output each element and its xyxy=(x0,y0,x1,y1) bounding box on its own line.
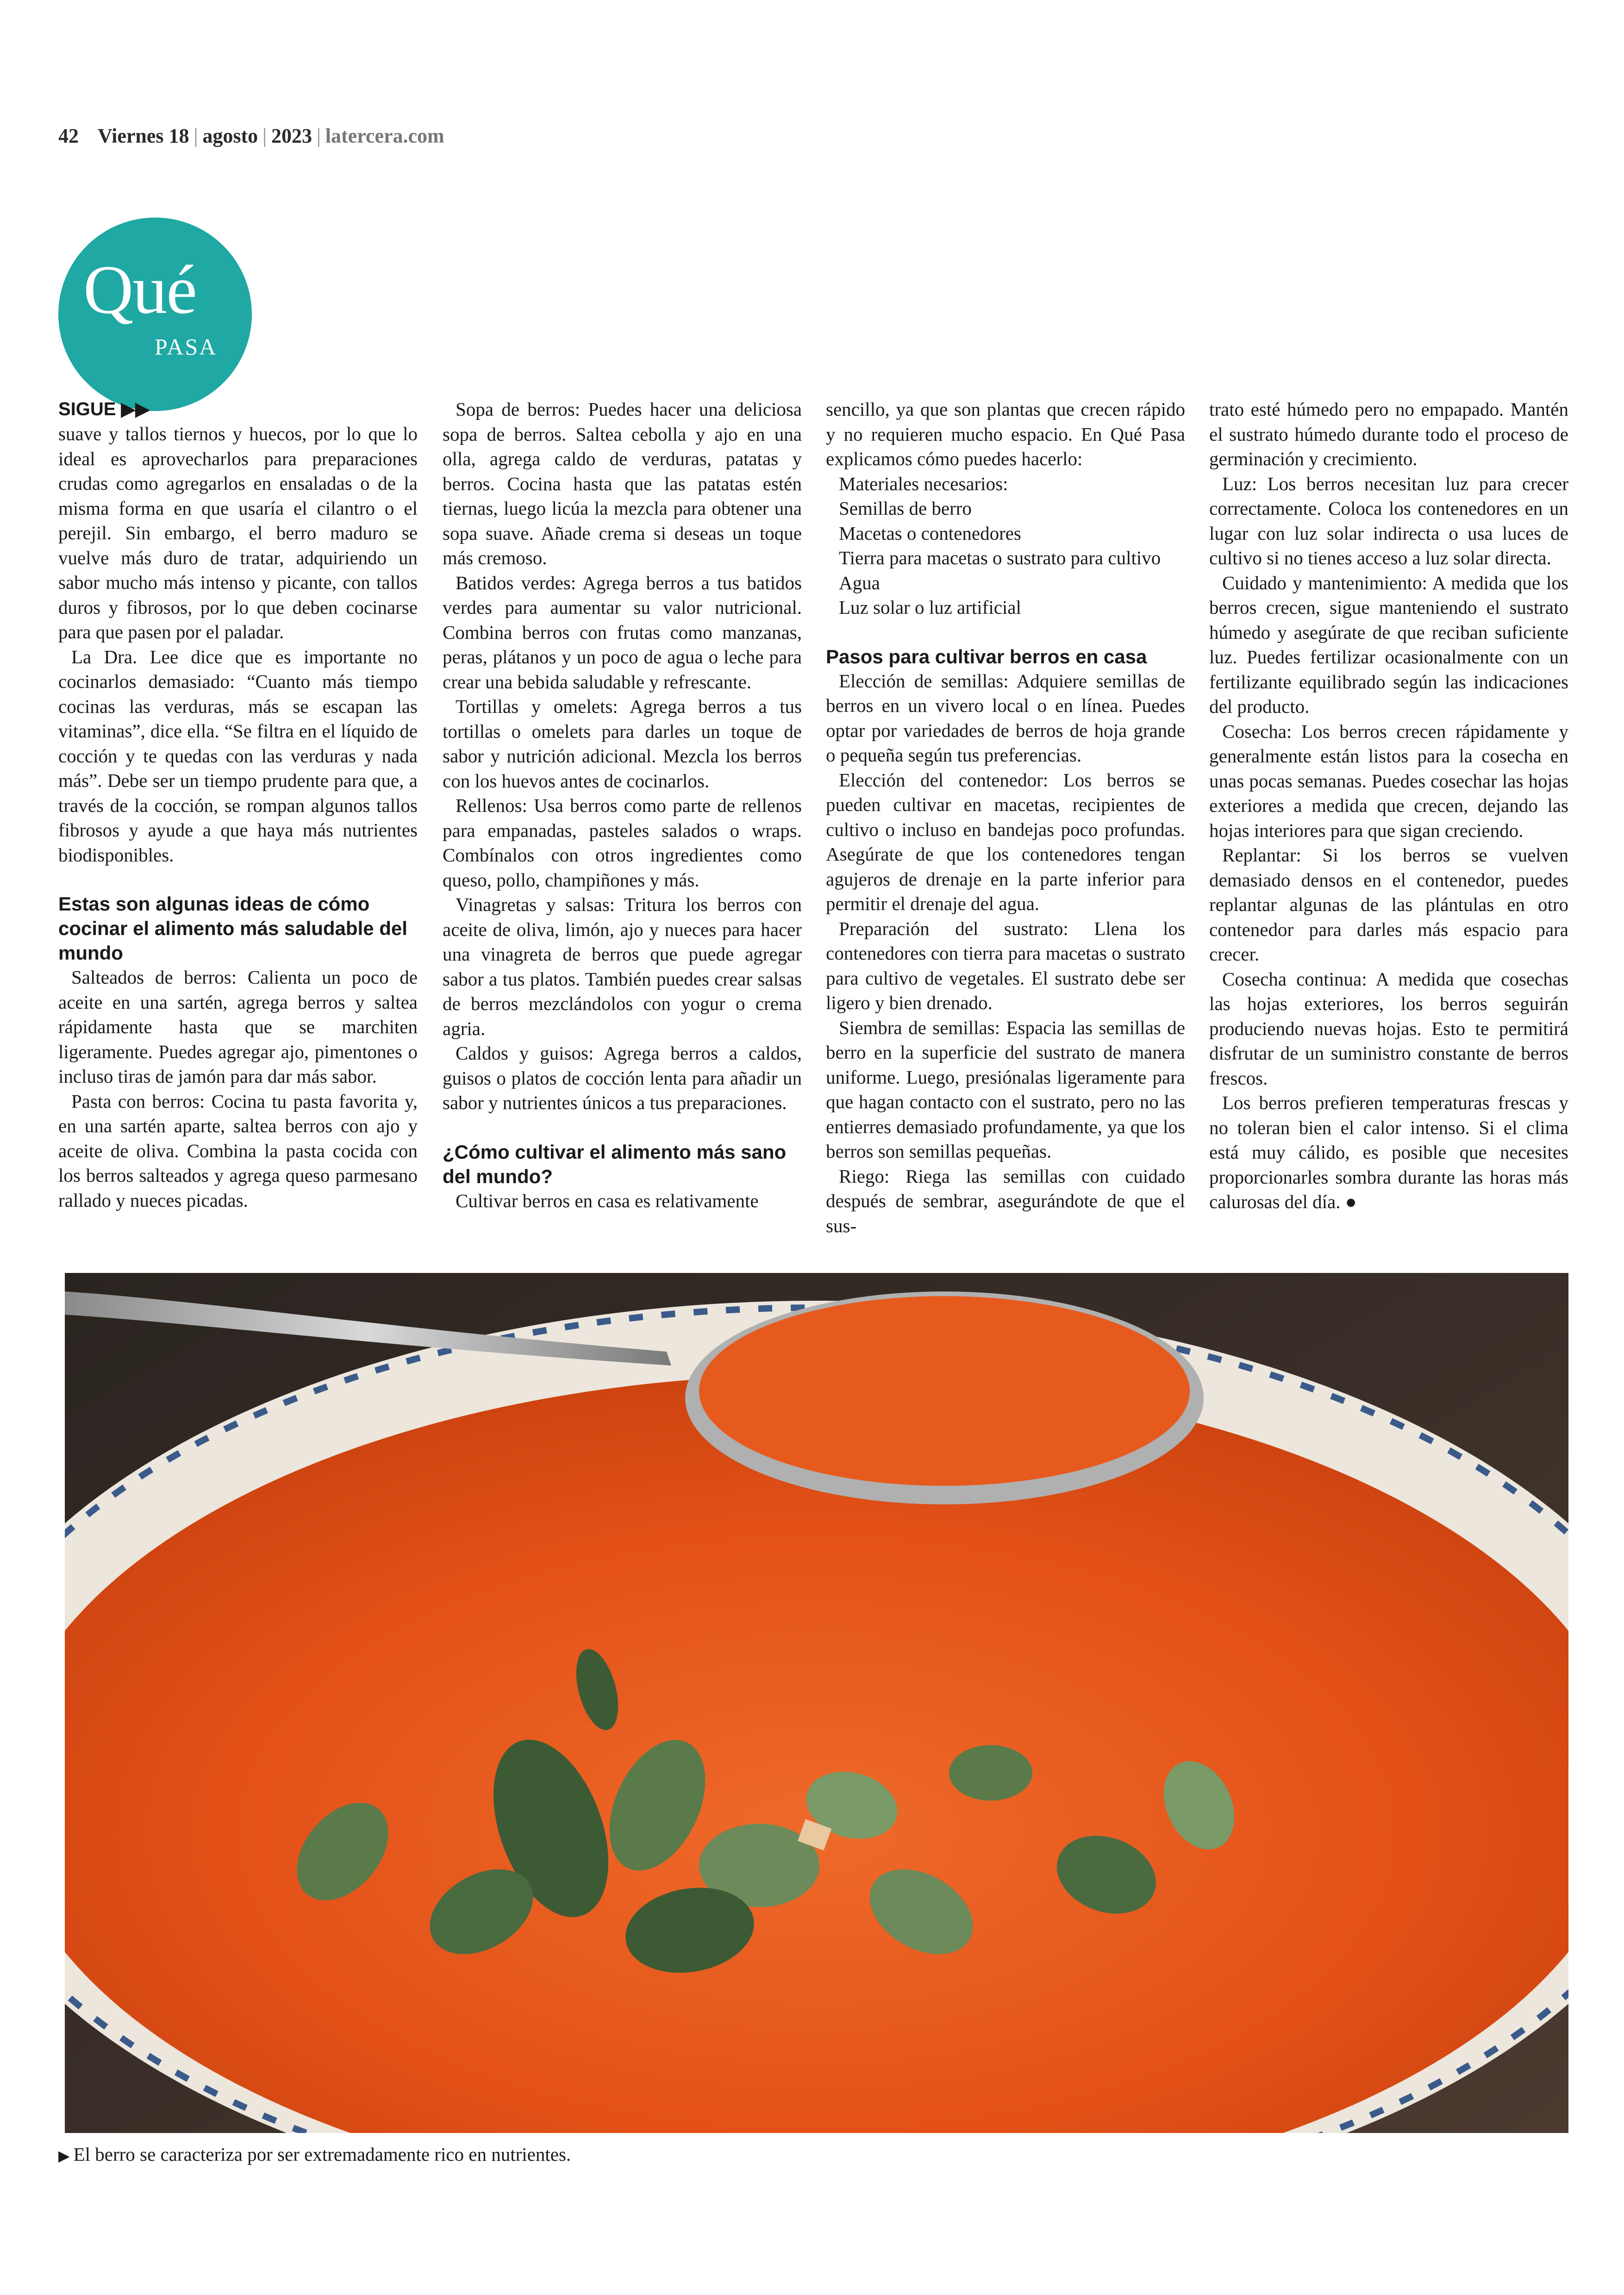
subheading: ¿Cómo cultivar el alimento más sano del mundo? xyxy=(443,1141,787,1187)
page-number: 42 xyxy=(58,125,79,147)
paragraph: Preparación del sustrato: Llena los contenedores con tierra para macetas o sustrato para cultivo de vegetales. El sustrato debe ser ligero y bien drenado. xyxy=(826,917,1185,1013)
list-item: Semillas de berro xyxy=(839,498,972,519)
list-item: Agua xyxy=(839,572,880,593)
paragraph: Rellenos: Usa berros como parte de rellenos para empanadas, pasteles salados o wraps. Combínalos con otros ingredientes como queso, pollo, champiñones y más. xyxy=(443,795,802,891)
list-item: Tierra para macetas o sustrato para cultivo xyxy=(839,547,1161,568)
paragraph: Pasta con berros: Cocina tu pasta favorita y, en una sartén aparte, saltea berros con ajo y aceite de oliva. Combina la pasta cocida con los berros salteados y agrega queso parmesano rallado y nueces picadas. xyxy=(58,1090,418,1211)
article-column-1 xyxy=(58,397,418,1213)
logo-que: Qué xyxy=(83,251,196,328)
paragraph: Cosecha continua: A medida que cosechas las hojas exteriores, los berros seguirán produciendo nuevas hojas. Esto te permitirá disfrutar de un suministro constante de berros frescos. xyxy=(1209,968,1568,1089)
soup-photo xyxy=(65,1273,1568,2133)
article-column-3 xyxy=(826,397,1185,1238)
paragraph: Tortillas y omelets: Agrega berros a tus tortillas o omelets para darles un toque de sabor y nutrición adicional. Mezcla los berros con los huevos antes de cocinarlos. xyxy=(443,696,802,792)
list-item: Materiales necesarios: xyxy=(839,473,1008,494)
paragraph: Caldos y guisos: Agrega berros a caldos, guisos o platos de cocción lenta para añadir un sabor y nutrientes únicos a tus preparaciones. xyxy=(443,1042,802,1113)
continued-label: SIGUE ▶▶ xyxy=(58,399,150,419)
photo-caption xyxy=(58,2142,571,2168)
paragraph: La Dra. Lee dice que es importante no cocinarlos demasiado: “Cuanto más tiempo cocinas las verduras, más se escapan las vitaminas”, dice ella. “Se filtra en el líquido de cocción y te quedas con las verduras y nada más”. Debe ser un tiempo prudente para que, a través de la cocción, se rompan algunos tallos fibrosos y ayude a que haya más nutrientes biodisponibles. xyxy=(58,646,418,866)
page-header xyxy=(58,124,444,148)
article-column-2 xyxy=(443,397,802,1213)
paragraph: Elección del contenedor: Los berros se pueden cultivar en macetas, recipientes de cultivo o incluso en bandejas poco profundas. Asegúrate de que los contenedores tengan agujeros de drenaje en la parte inferior para permitir el drenaje del agua. xyxy=(826,769,1185,914)
paragraph: Sopa de berros: Puedes hacer una deliciosa sopa de berros. Saltea cebolla y ajo en una olla, agrega caldo de verduras, patatas y berros. Cocina hasta que las patatas estén tiernas, luego licúa la mezcla para obtener una sopa suave. Añade crema si deseas un toque más cremoso. xyxy=(443,399,802,568)
paragraph: Vinagretas y salsas: Tritura los berros con aceite de oliva, limón, ajo y nueces para hacer una vinagreta de berros que puede agregar sabor a tus platos. También puedes crear salsas de berros mezclándolos con yogur o crema agria. xyxy=(443,894,802,1039)
paragraph: Elección de semillas: Adquiere semillas de berros en un vivero local o en línea. Puedes optar por variedades de berros de hoja grande o pequeña según tus preferencias. xyxy=(826,670,1185,766)
subheading: Estas son algunas ideas de cómo cocinar el alimento más saludable del mundo xyxy=(58,893,407,964)
paragraph: Batidos verdes: Agrega berros a tus batidos verdes para aumentar su valor nutricional. Combina berros con frutas como manzanas, peras, plátanos y un poco de agua o leche para crear una bebida saludable y refrescante. xyxy=(443,572,802,692)
paragraph: Cultivar berros en casa es relativamente xyxy=(456,1190,759,1211)
separator: | xyxy=(316,125,321,147)
separator: | xyxy=(262,125,267,147)
paragraph: sencillo, ya que son plantas que crecen rápido y no requieren mucho espacio. En Qué Pasa explicamos cómo puedes hacerlo: xyxy=(826,399,1185,469)
list-item: Luz solar o luz artificial xyxy=(839,597,1021,618)
paragraph: Los berros prefieren temperaturas frescas y no toleran bien el calor intenso. Si el clima está muy cálido, es posible que necesites proporcionarles sombra durante las horas más calurosas del día. ● xyxy=(1209,1092,1568,1212)
materials-list xyxy=(826,472,1185,620)
soup-illustration xyxy=(65,1273,1568,2133)
list-item: Macetas o contenedores xyxy=(839,522,1021,544)
paragraph: trato esté húmedo pero no empapado. Mantén el sustrato húmedo durante todo el proceso de germinación y crecimiento. xyxy=(1209,399,1568,469)
paragraph: Replantar: Si los berros se vuelven demasiado densos en el contenedor, puedes replantar algunas de las plántulas en otro contenedor para darles más espacio para crecer. xyxy=(1209,844,1568,965)
paragraph: Riego: Riega las semillas con cuidado después de sembrar, asegurándote de que el sus- xyxy=(826,1165,1185,1236)
date-year: 2023 xyxy=(271,125,312,147)
que-pasa-logo xyxy=(58,218,252,411)
caption-text: El berro se caracteriza por ser extremadamente rico en nutrientes. xyxy=(73,2144,571,2165)
paragraph: suave y tallos tiernos y huecos, por lo que lo ideal es aprovecharlos para preparaciones crudas como agregarlos en ensaladas o de la misma forma en que usaría el cilantro o el perejil. Sin embargo, el berro maduro se vuelve más duro de tratar, adquiriendo un sabor mucho más intenso y picante, con tallos duros y fibrosos, por lo que deben cocinarse para que pasen por el paladar. xyxy=(58,423,418,642)
logo-pasa: PASA xyxy=(155,334,218,360)
site-name: latercera.com xyxy=(325,125,444,147)
subheading: Pasos para cultivar berros en casa xyxy=(826,645,1147,667)
paragraph: Salteados de berros: Calienta un poco de aceite en una sartén, agrega berros y saltea rápidamente hasta que se marchiten ligeramente. Puedes agregar ajo, pimentones o incluso tiras de jamón para dar más sabor. xyxy=(58,967,418,1087)
paragraph: Siembra de semillas: Espacia las semillas de berro en la superficie del sustrato de manera uniforme. Luego, presiónalas ligeramente para que hagan contacto con el sustrato, pero no las entierres demasiado profundamente, ya que los berros son semillas pequeñas. xyxy=(826,1017,1185,1162)
date-day: Viernes 18 xyxy=(98,125,189,147)
paragraph: Cuidado y mantenimiento: A medida que los berros crecen, sigue manteniendo el sustrato húmedo y asegúrate de que reciban suficiente luz. Puedes fertilizar ocasionalmente con un fertilizante equilibrado según las indicaciones del producto. xyxy=(1209,572,1568,717)
article-column-4 xyxy=(1209,397,1568,1215)
paragraph: Cosecha: Los berros crecen rápidamente y generalmente están listos para la cosecha en unas pocas semanas. Puedes cosechar las hojas exteriores a medida que crecen, dejando las hojas interiores para que sigan creciendo. xyxy=(1209,720,1568,841)
separator: | xyxy=(194,125,198,147)
paragraph: Luz: Los berros necesitan luz para crecer correctamente. Coloca los contenedores en un lugar con luz solar indirecta o usa luces de cultivo si no tienes acceso a luz solar directa. xyxy=(1209,473,1568,568)
spoon-soup xyxy=(699,1296,1190,1486)
caption-arrow-icon: ▶ xyxy=(58,2147,70,2164)
date-month: agosto xyxy=(202,125,258,147)
